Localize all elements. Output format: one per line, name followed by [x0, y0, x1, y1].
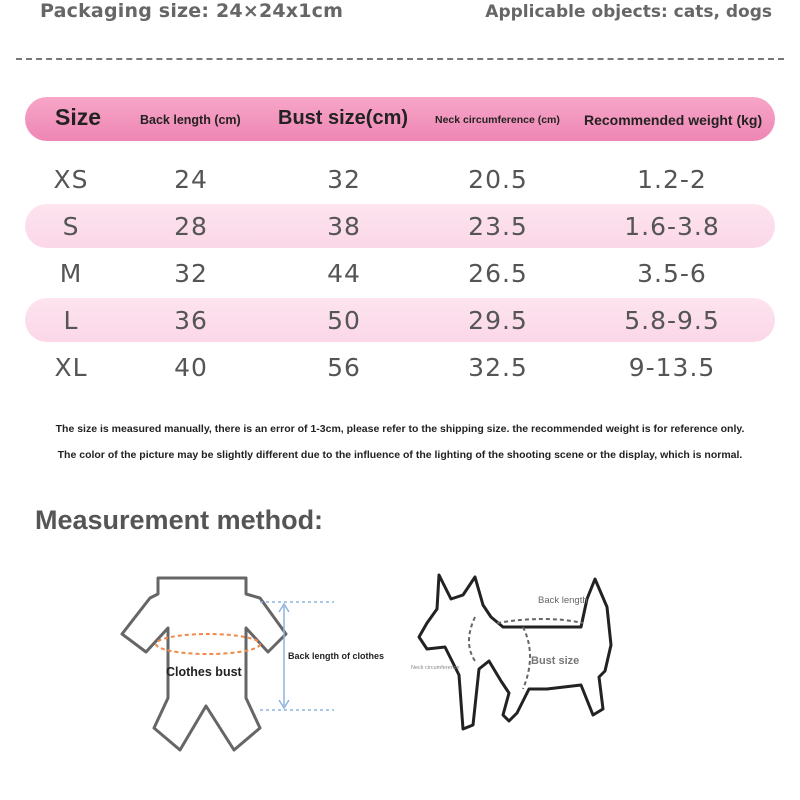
cell-size: M [59, 259, 83, 288]
cell-back-length: 28 [174, 212, 208, 241]
cell-neck: 20.5 [468, 165, 528, 194]
cell-weight: 5.8-9.5 [624, 306, 720, 335]
cell-size: S [62, 212, 80, 241]
dog-back-length-label: Back length [538, 595, 588, 606]
table-row [0, 251, 800, 295]
cell-bust: 32 [327, 165, 361, 194]
back-length-measure [497, 619, 583, 623]
cell-back-length: 24 [174, 165, 208, 194]
dog-neck-label: Neck circumference [411, 665, 460, 671]
cell-back-length: 32 [174, 259, 208, 288]
cell-neck: 23.5 [468, 212, 528, 241]
note-color-difference: The color of the picture may be slightly different due to the influence of the lighting of the shooting scene or the display, which is normal. [57, 449, 743, 461]
dog-bust-label: Bust size [531, 655, 580, 667]
col-size: Size [55, 104, 102, 130]
dog-diagram [405, 565, 635, 755]
cell-neck: 29.5 [468, 306, 528, 335]
cell-neck: 26.5 [468, 259, 528, 288]
dashed-divider [16, 58, 784, 60]
cell-size: XL [54, 353, 88, 382]
col-weight: Recommended weight (kg) [584, 112, 763, 128]
packaging-size: Packaging size: 24×24x1cm [40, 0, 344, 22]
cell-weight: 3.5-6 [637, 259, 707, 288]
cell-back-length: 40 [174, 353, 208, 382]
cell-neck: 32.5 [468, 353, 528, 382]
clothes-bust-measure [156, 634, 260, 654]
applicable-objects: Applicable objects: cats, dogs [485, 2, 772, 22]
cell-bust: 56 [327, 353, 361, 382]
cell-weight: 1.2-2 [637, 165, 707, 194]
neck-measure [469, 617, 475, 661]
col-neck: Neck circumference (cm) [435, 114, 560, 126]
cell-size: L [63, 306, 79, 335]
cell-bust: 38 [327, 212, 361, 241]
clothes-bust-label: Clothes bust [166, 665, 242, 679]
cell-bust: 50 [327, 306, 361, 335]
clothes-outline-icon [122, 578, 286, 750]
back-length-clothes-label: Back length of clothes [288, 651, 385, 661]
cell-size: XS [53, 165, 89, 194]
bust-measure [523, 627, 530, 689]
size-table-header [25, 97, 775, 141]
method-title: Measurement method: [35, 505, 324, 535]
cell-back-length: 36 [174, 306, 208, 335]
table-row [0, 345, 800, 389]
cell-weight: 9-13.5 [628, 353, 716, 382]
col-bust-size: Bust size(cm) [278, 107, 409, 129]
note-measurement-error: The size is measured manually, there is an error of 1-3cm, please refer to the shipping size. the recommended weight is for reference only. [55, 423, 745, 435]
table-row [0, 157, 800, 201]
col-back-length: Back length (cm) [140, 113, 241, 127]
clothes-diagram [110, 570, 400, 760]
table-row [0, 298, 800, 342]
cell-bust: 44 [327, 259, 361, 288]
cell-weight: 1.6-3.8 [624, 212, 720, 241]
table-row [0, 204, 800, 248]
